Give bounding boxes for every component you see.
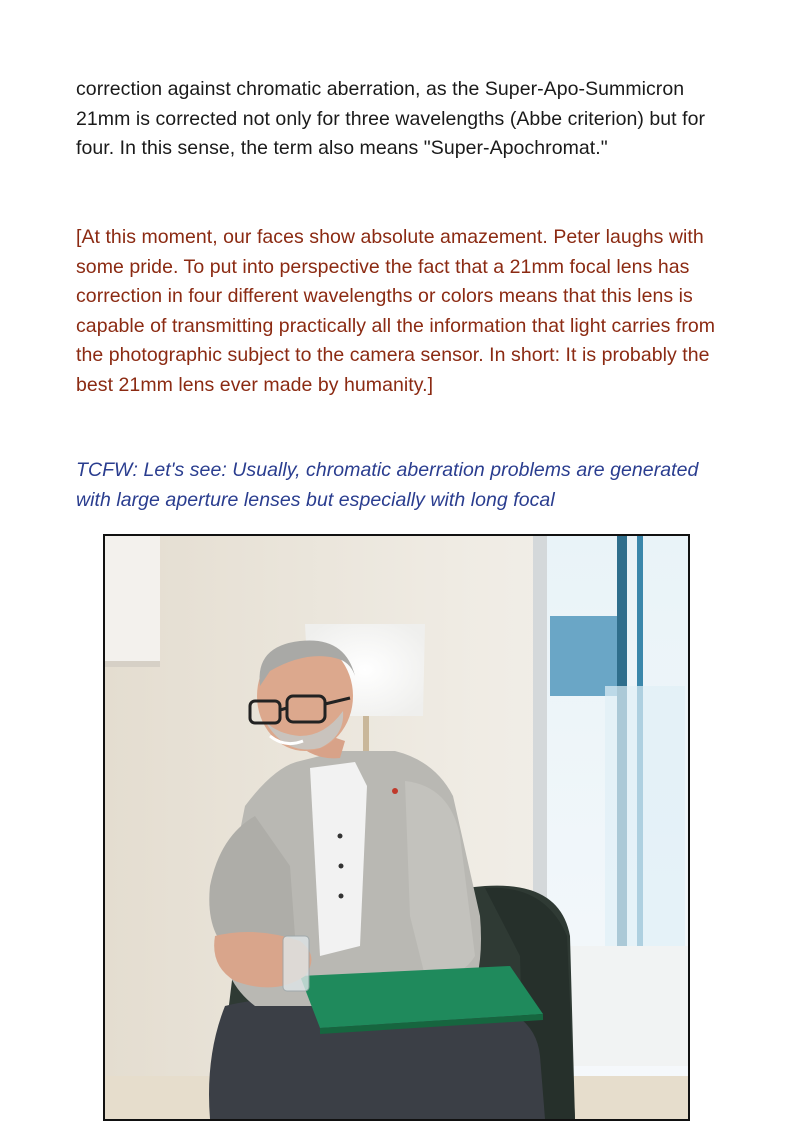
interview-question-paragraph: TCFW: Let's see: Usually, chromatic aberration problems are generated with large aperture lenses but especially with long focal [76, 459, 699, 511]
editorial-note-paragraph: [At this moment, our faces show absolute amazement. Peter laughs with some pride. To put into perspective the fact that a 21mm focal lens has correction in four different wavelengths or colors means that this lens is capable of transmitting practically all the information that light carries from the photographic subject to the camera sensor. In short: It is probably the best 21mm lens ever made by humanity.] [76, 226, 716, 396]
wall-shelf [105, 536, 160, 661]
body-paragraph: correction against chromatic aberration, as the Super-Apo-Summicron 21mm is corrected not only for three wavelengths (Abbe criterion) but for four. In this sense, the term also means "Super-Apochromat." [76, 78, 706, 159]
interview-photo [103, 534, 690, 1121]
photo-illustration [105, 536, 688, 1119]
